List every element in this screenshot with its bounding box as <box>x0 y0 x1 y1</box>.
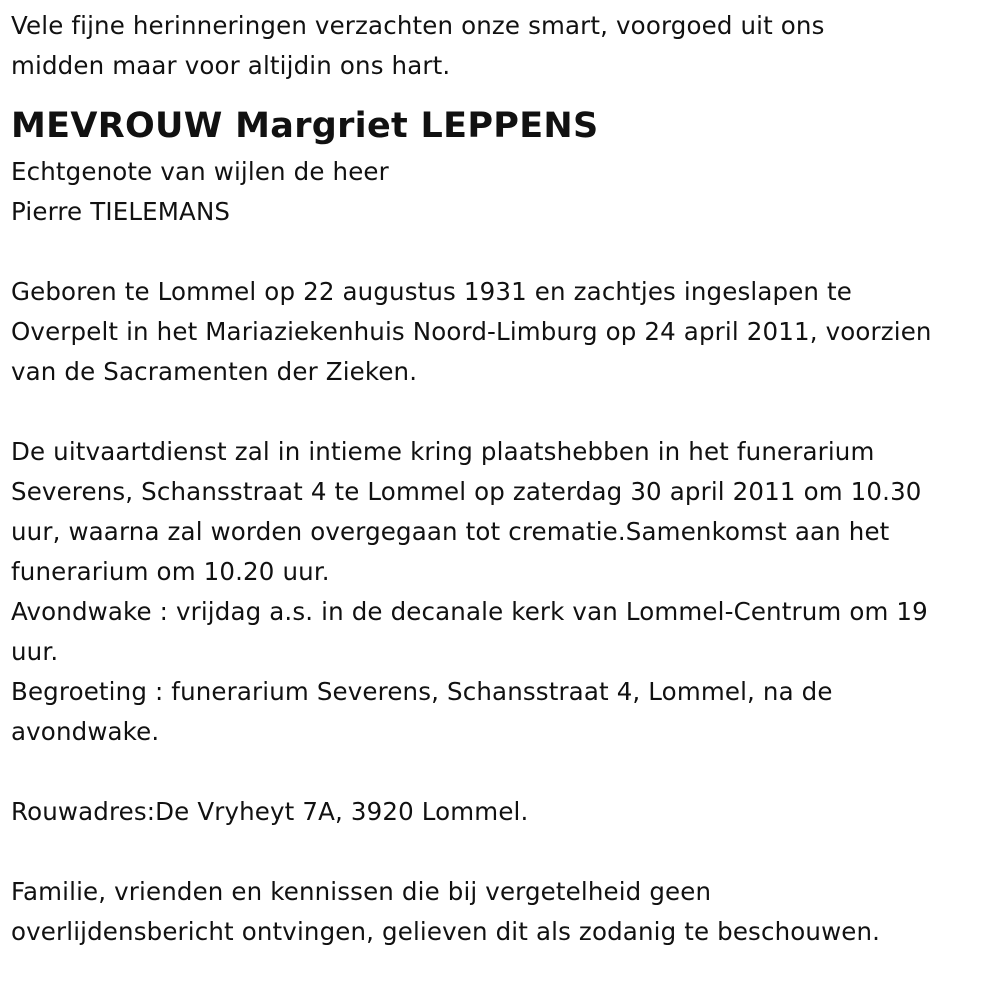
greeting-line: avondwake. <box>11 717 160 746</box>
address-line: Rouwadres:De Vryheyt 7A, 3920 Lommel. <box>11 797 529 826</box>
ceremony-line: De uitvaartdienst zal in intieme kring plaatshebben in het funerarium <box>11 437 875 466</box>
birth-line: Geboren te Lommel op 22 augustus 1931 en zachtjes ingeslapen te <box>11 277 853 306</box>
spouse-line: Pierre TIELEMANS <box>11 197 231 226</box>
spouse-info <box>11 152 996 232</box>
spacer <box>11 832 996 872</box>
ceremony-line: funerarium om 10.20 uur. <box>11 557 330 586</box>
birth-death-paragraph <box>11 272 996 392</box>
greeting-line: Begroeting : funerarium Severens, Schansstraat 4, Lommel, na de <box>11 677 833 706</box>
mourning-address <box>11 792 996 832</box>
intro-verse <box>11 6 996 86</box>
closing-line: overlijdensbericht ontvingen, gelieven dit als zodanig te beschouwen. <box>11 917 881 946</box>
birth-line: van de Sacramenten der Zieken. <box>11 357 418 386</box>
ceremony-paragraph <box>11 432 996 752</box>
obituary-notice <box>11 6 996 952</box>
closing-line: Familie, vrienden en kennissen die bij vergetelheid geen <box>11 877 712 906</box>
birth-line: Overpelt in het Mariaziekenhuis Noord-Limburg op 24 april 2011, voorzien <box>11 317 932 346</box>
spouse-line: Echtgenote van wijlen de heer <box>11 157 389 186</box>
intro-line: midden maar voor altijdin ons hart. <box>11 51 451 80</box>
spacer <box>11 752 996 792</box>
spacer <box>11 232 996 272</box>
intro-line: Vele fijne herinneringen verzachten onze smart, voorgoed uit ons <box>11 11 825 40</box>
wake-line: uur. <box>11 637 59 666</box>
deceased-name: MEVROUW Margriet LEPPENS <box>11 106 599 146</box>
spacer <box>11 392 996 432</box>
wake-line: Avondwake : vrijdag a.s. in de decanale kerk van Lommel-Centrum om 19 <box>11 597 928 626</box>
ceremony-line: uur, waarna zal worden overgegaan tot crematie.Samenkomst aan het <box>11 517 890 546</box>
closing-paragraph <box>11 872 996 952</box>
ceremony-line: Severens, Schansstraat 4 te Lommel op zaterdag 30 april 2011 om 10.30 <box>11 477 922 506</box>
